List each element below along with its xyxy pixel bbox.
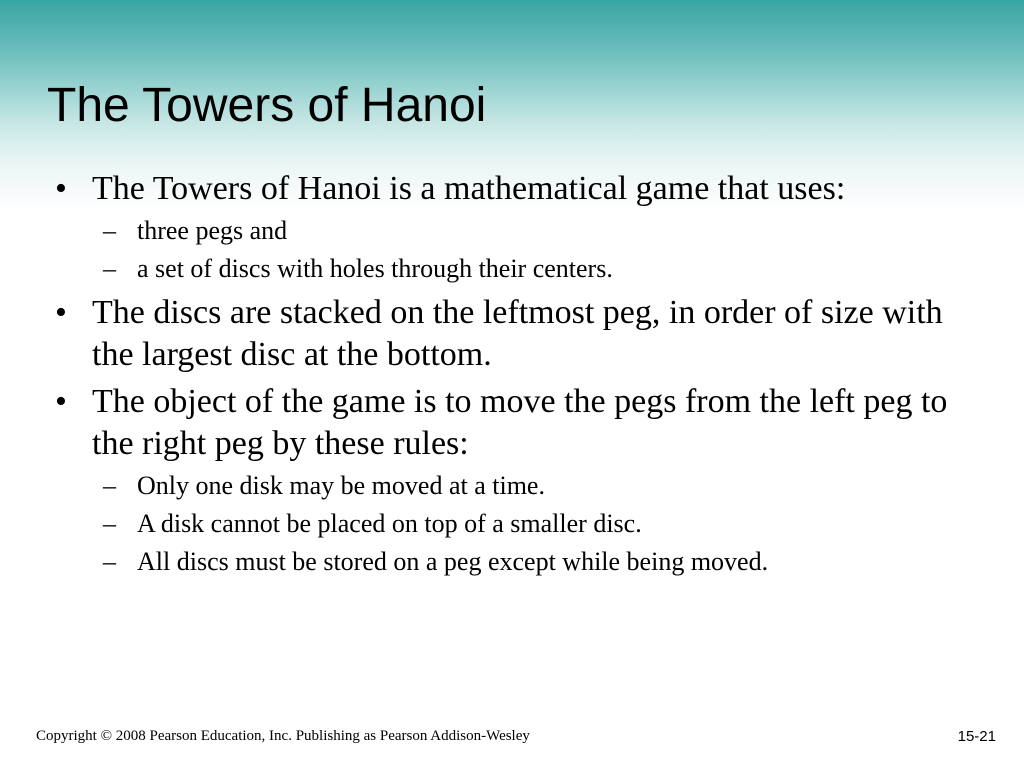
dash-icon: – bbox=[103, 509, 116, 538]
bullet-icon: • bbox=[55, 383, 67, 420]
slide-title: The Towers of Hanoi bbox=[47, 79, 487, 132]
sub-bullet-text: All discs must be stored on a peg except while being moved. bbox=[137, 547, 769, 576]
bullet-text: The object of the game is to move the pegs from the left peg to the right peg by these rules: bbox=[92, 383, 948, 462]
sub-bullet-item bbox=[55, 470, 955, 502]
bullet-icon: • bbox=[55, 170, 67, 207]
sub-bullet-text: a set of discs with holes through their centers. bbox=[137, 254, 613, 283]
sub-bullet-text: A disk cannot be placed on top of a smaller disc. bbox=[137, 509, 642, 538]
bullet-item bbox=[55, 381, 955, 465]
slide-body bbox=[55, 168, 955, 584]
sub-bullet-text: Only one disk may be moved at a time. bbox=[137, 471, 545, 500]
page-number: 15-21 bbox=[957, 728, 996, 745]
copyright-footer: Copyright © 2008 Pearson Education, Inc. Publishing as Pearson Addison-Wesley bbox=[36, 728, 530, 744]
sub-bullet-text: three pegs and bbox=[137, 216, 288, 245]
sub-bullet-item bbox=[55, 253, 955, 285]
sub-bullet-item bbox=[55, 546, 955, 578]
sub-bullet-item bbox=[55, 508, 955, 540]
dash-icon: – bbox=[103, 471, 116, 500]
bullet-text: The Towers of Hanoi is a mathematical game that uses: bbox=[92, 170, 846, 207]
bullet-item bbox=[55, 292, 955, 376]
dash-icon: – bbox=[103, 547, 116, 576]
bullet-item bbox=[55, 168, 955, 210]
bullet-text: The discs are stacked on the leftmost peg, in order of size with the largest disc at the bottom. bbox=[92, 294, 943, 373]
dash-icon: – bbox=[103, 216, 116, 245]
sub-bullet-item bbox=[55, 215, 955, 247]
bullet-icon: • bbox=[55, 294, 67, 331]
dash-icon: – bbox=[103, 254, 116, 283]
